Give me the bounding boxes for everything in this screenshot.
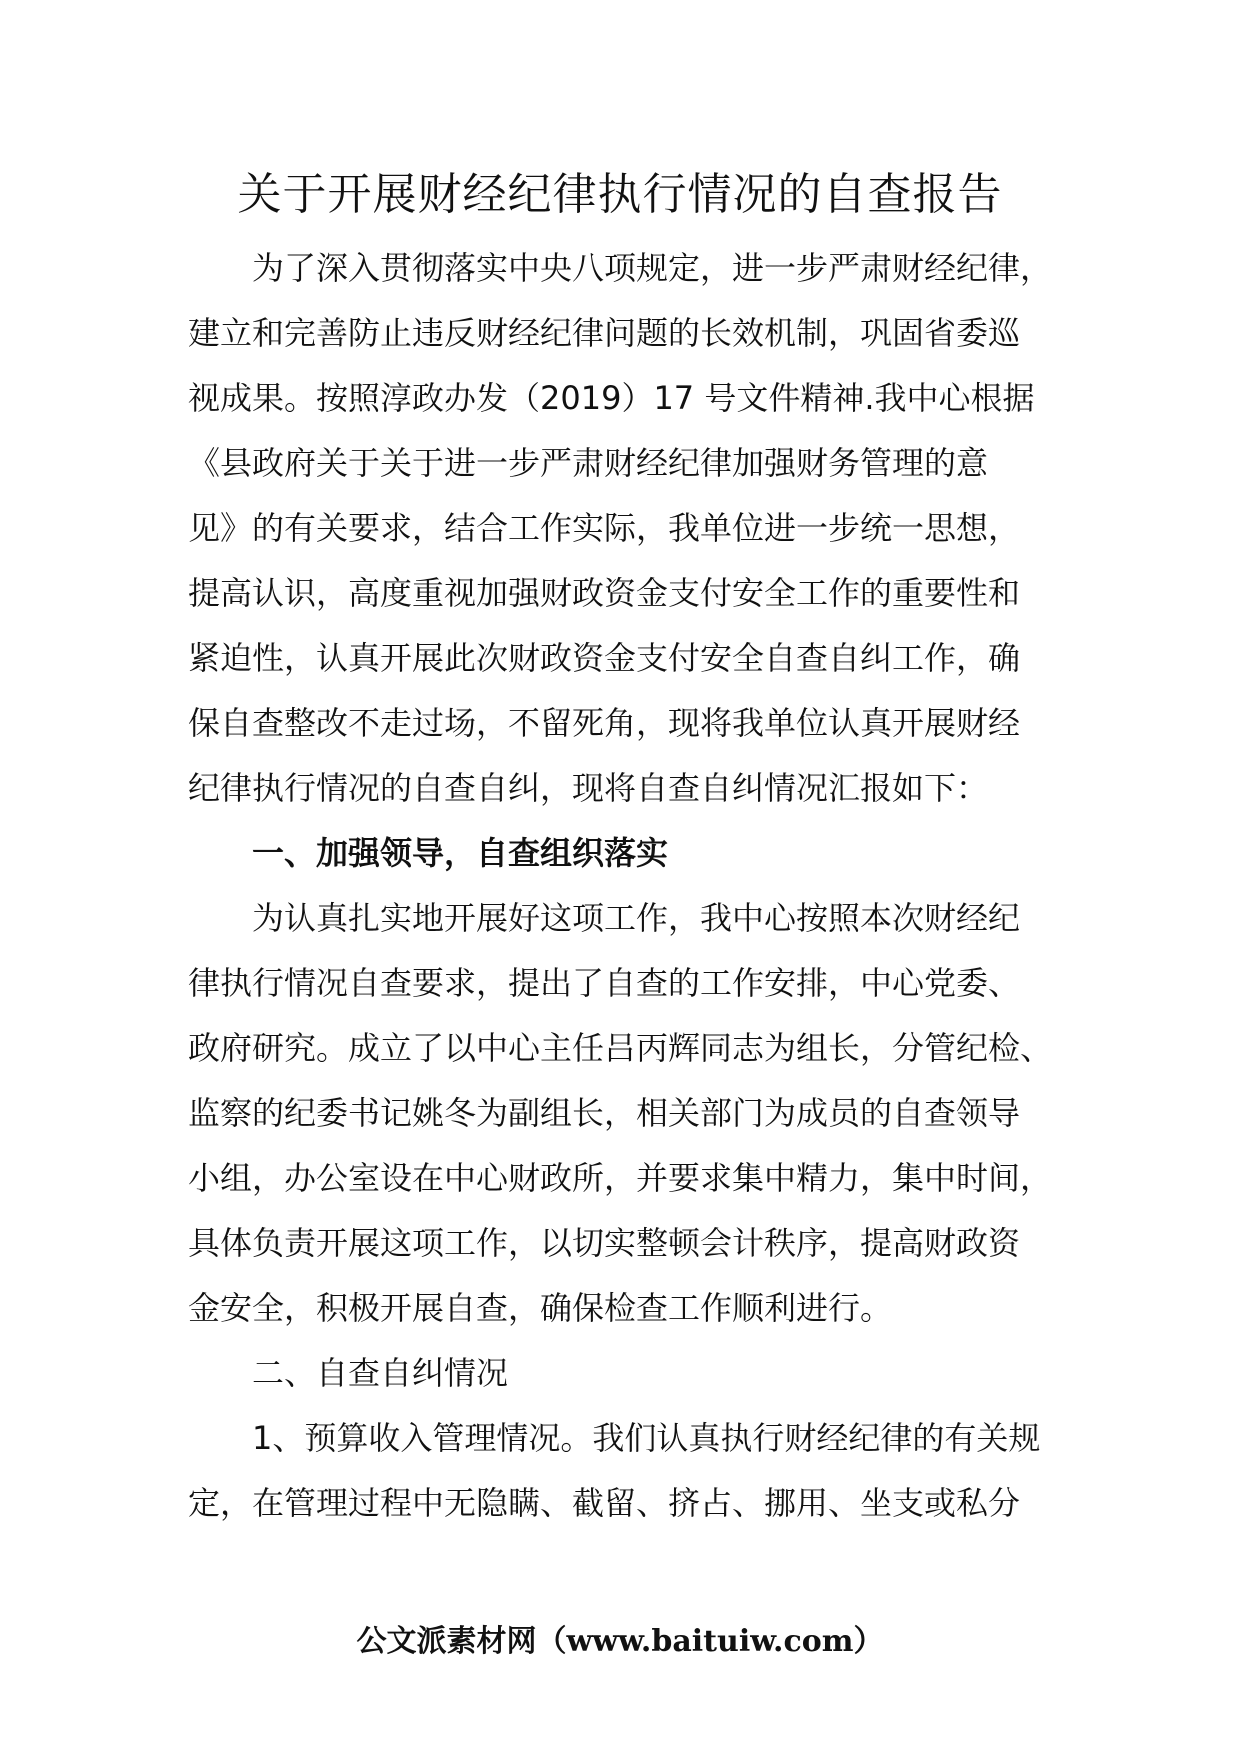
paragraph-line: 监察的纪委书记姚冬为副组长，相关部门为成员的自查领导 <box>188 1094 1021 1132</box>
paragraph-line: 律执行情况自查要求，提出了自查的工作安排，中心党委、 <box>188 964 1021 1002</box>
paragraph-line: 建立和完善防止违反财经纪律问题的长效机制，巩固省委巡 <box>188 314 1021 352</box>
paragraph-line: 1、预算收入管理情况。我们认真执行财经纪律的有关规 <box>252 1419 1041 1457</box>
paragraph-line: 定，在管理过程中无隐瞒、截留、挤占、挪用、坐支或私分 <box>188 1484 1021 1522</box>
paragraph-line: 紧迫性，认真开展此次财政资金支付安全自查自纠工作，确 <box>188 639 1021 677</box>
paragraph-line: 《县政府关于关于进一步严肃财经纪律加强财务管理的意 <box>188 444 989 482</box>
section-heading-1: 一、加强领导，自查组织落实 <box>252 834 669 872</box>
paragraph-line: 小组，办公室设在中心财政所，并要求集中精力，集中时间， <box>188 1159 1053 1197</box>
section-heading-2: 二、自查自纠情况 <box>252 1354 509 1392</box>
paragraph-line: 见》的有关要求，结合工作实际，我单位进一步统一思想， <box>188 509 1021 547</box>
paragraph-line: 为认真扎实地开展好这项工作，我中心按照本次财经纪 <box>252 899 1021 937</box>
document-title: 关于开展财经纪律执行情况的自查报告 <box>237 169 1003 220</box>
paragraph-line: 保自查整改不走过场，不留死角，现将我单位认真开展财经 <box>188 704 1021 742</box>
document-body <box>188 236 1068 1536</box>
paragraph-line: 纪律执行情况的自查自纠，现将自查自纠情况汇报如下： <box>188 769 989 807</box>
paragraph-line: 为了深入贯彻落实中央八项规定，进一步严肃财经纪律， <box>252 249 1053 287</box>
paragraph-line: 具体负责开展这项工作，以切实整顿会计秩序，提高财政资 <box>188 1224 1021 1262</box>
footer-watermark-text: 公文派素材网（www.baituiw.com） <box>356 1624 884 1659</box>
paragraph-line: 提高认识，高度重视加强财政资金支付安全工作的重要性和 <box>188 574 1021 612</box>
paragraph-line: 金安全，积极开展自查，确保检查工作顺利进行。 <box>188 1289 893 1327</box>
paragraph-line: 政府研究。成立了以中心主任吕丙辉同志为组长，分管纪检、 <box>188 1029 1053 1067</box>
paragraph-line: 视成果。按照淳政办发（2019）17 号文件精神.我中心根据 <box>188 379 1035 417</box>
